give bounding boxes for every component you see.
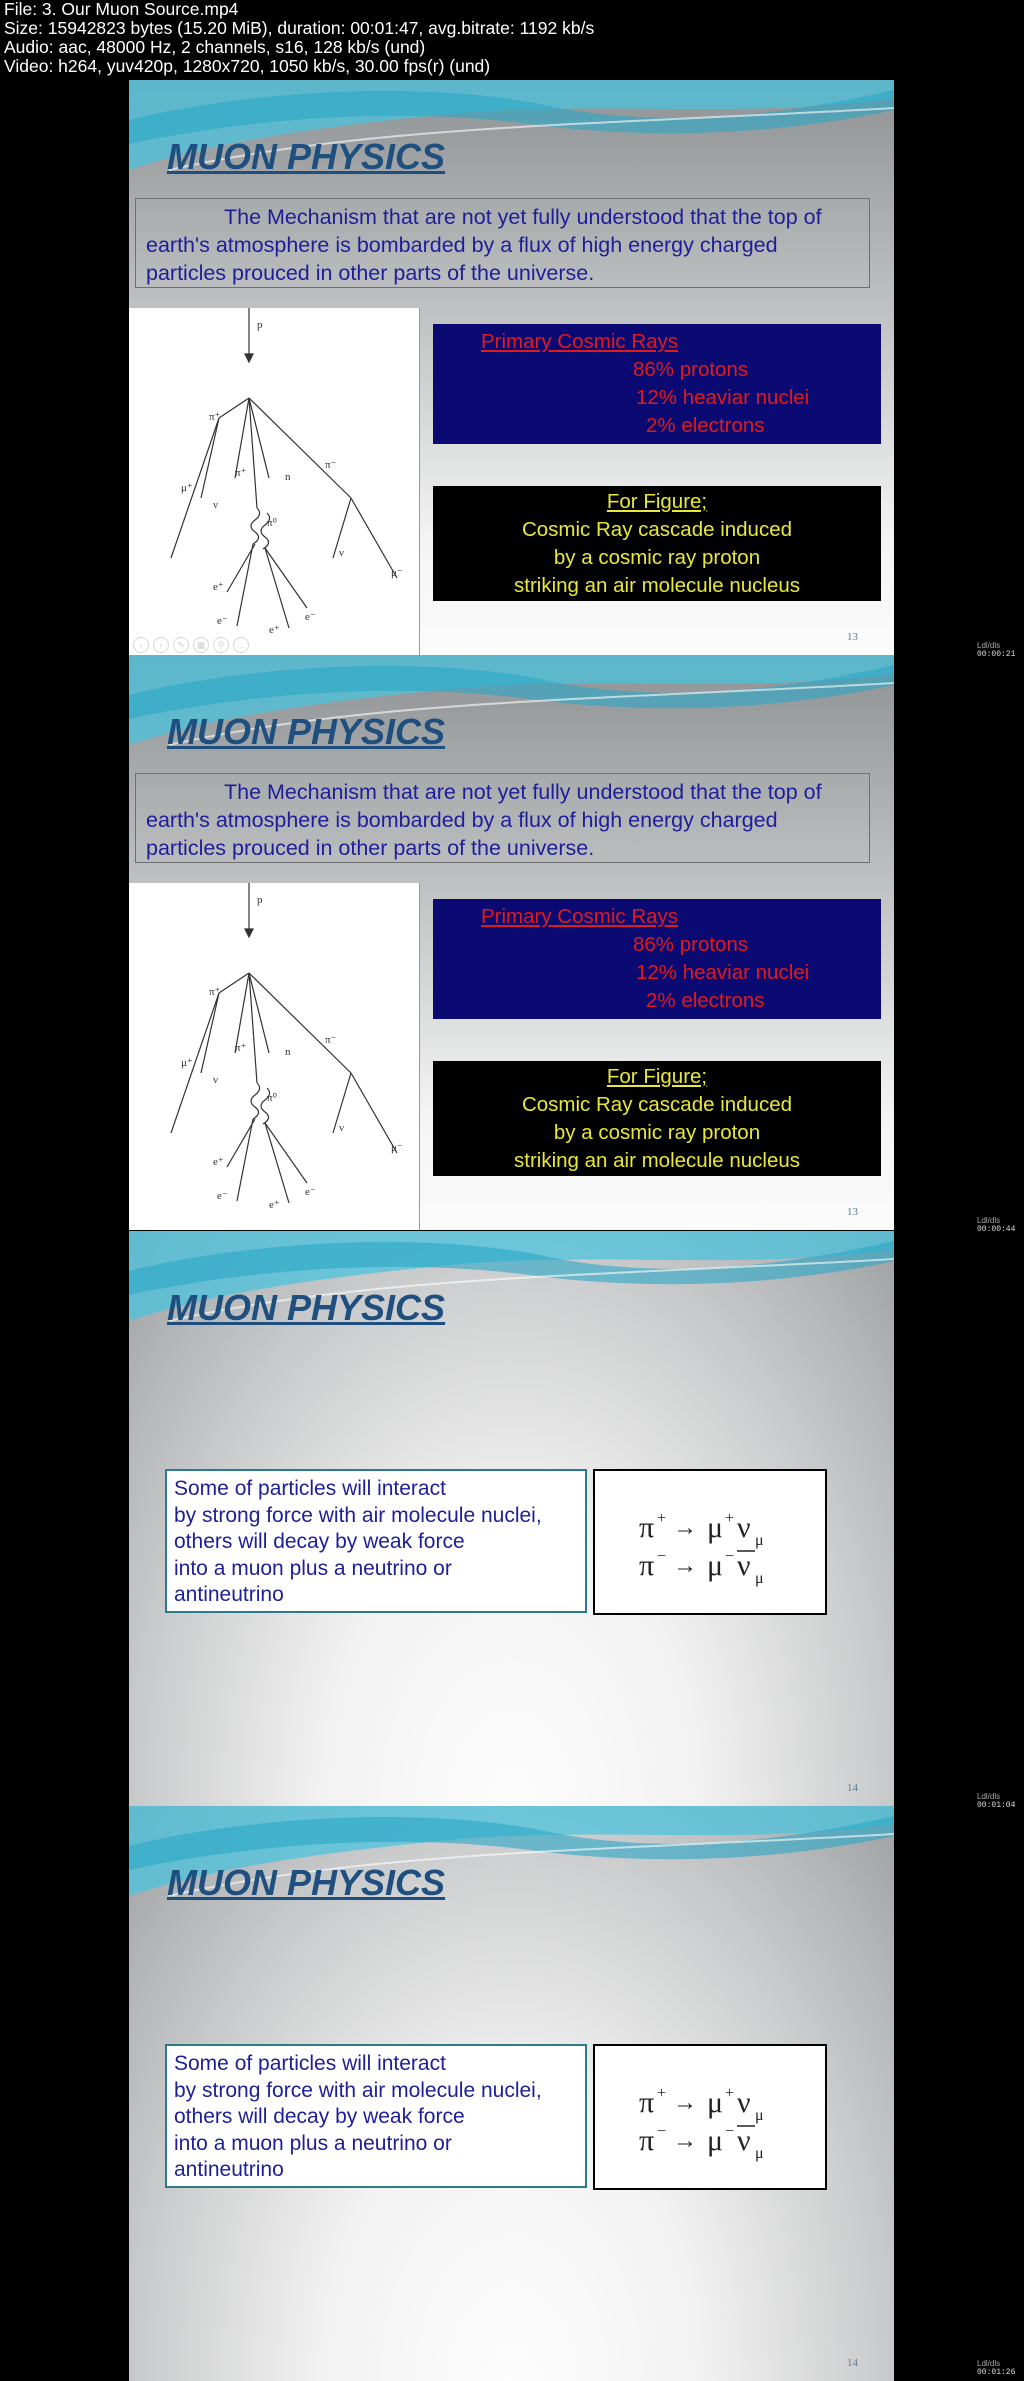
eq1-nu: ν <box>737 2086 751 2119</box>
rays-nuclei: 12% heaviar nuclei <box>636 961 810 984</box>
eq1-mu: μ <box>707 2086 724 2119</box>
slide-title: MUON PHYSICS <box>167 711 446 752</box>
label-mu-minus: μ⁻ <box>391 1142 403 1154</box>
label-p: p <box>257 319 263 331</box>
eq1-pi: π <box>639 1511 655 1544</box>
timestamp-3 <box>977 1793 1023 1811</box>
label-e-minus-2: e⁻ <box>305 611 316 623</box>
equation-line-1 <box>639 2085 764 2124</box>
particles-line-1: Some of particles will interact <box>174 1477 446 1500</box>
eq1-nu: ν <box>737 1511 751 1544</box>
particles-line-2: by strong force with air molecule nuclei, <box>174 2078 542 2102</box>
label-p: p <box>257 894 263 906</box>
timestamp-logo: Ldl/dls <box>977 2359 1001 2368</box>
timestamp-logo: Ldl/dls <box>977 1216 1001 1225</box>
eq1-mu-sup: + <box>725 2085 735 2102</box>
figure-line-1: Cosmic Ray cascade induced <box>521 518 793 541</box>
label-pi-plus-2: π⁺ <box>235 1042 247 1054</box>
label-pi-minus: π⁻ <box>325 459 337 471</box>
figure-heading: For Figure; <box>606 490 708 513</box>
rays-electrons: 2% electrons <box>646 414 765 437</box>
audio-line: Audio: aac, 48000 Hz, 2 channels, s16, 128 kb/s (und) <box>4 37 426 57</box>
particles-line-5: antineutrino <box>174 1583 284 1606</box>
figure-line-2: by a cosmic ray proton <box>553 546 761 569</box>
label-pi-zero: π⁰ <box>267 517 277 529</box>
rays-nuclei: 12% heaviar nuclei <box>636 386 810 409</box>
figure-caption-box <box>433 486 881 601</box>
eq1-mu-sup: + <box>725 1510 735 1527</box>
particles-line-4: into a muon plus a neutrino or <box>174 2131 452 2155</box>
rays-electrons: 2% electrons <box>646 989 765 1012</box>
slide-title: MUON PHYSICS <box>167 136 446 177</box>
label-nu-2: ν <box>339 1122 344 1134</box>
label-mu-plus: μ⁺ <box>181 482 193 494</box>
video-frame-4 <box>129 1806 894 2381</box>
eq1-pi-sup: + <box>657 1510 667 1527</box>
eq2-nu-sub: μ <box>755 1570 764 1587</box>
eq1-nu-sub: μ <box>755 1532 764 1549</box>
label-nu-2: ν <box>339 547 344 559</box>
more-icon[interactable]: … <box>233 637 249 653</box>
eq1-arrow: → <box>673 2090 697 2116</box>
figure-heading: For Figure; <box>606 1065 708 1088</box>
figure-line-1: Cosmic Ray cascade induced <box>521 1093 793 1116</box>
eq2-pi: π <box>639 2124 655 2157</box>
primary-cosmic-rays-box <box>433 324 881 444</box>
page-number: 13 <box>847 631 858 643</box>
label-n: n <box>285 471 291 483</box>
video-frame-1 <box>129 80 894 655</box>
eq2-arrow: → <box>673 1553 697 1579</box>
label-mu-minus: μ⁻ <box>391 567 403 579</box>
timestamp-1 <box>977 642 1023 660</box>
label-e-plus: e⁺ <box>213 581 224 593</box>
cascade-diagram <box>129 308 420 655</box>
eq2-pi: π <box>639 1549 655 1582</box>
eq2-mu: μ <box>707 2124 724 2157</box>
rays-protons: 86% protons <box>633 933 749 956</box>
timestamp-logo: Ldl/dls <box>977 641 1001 650</box>
page-number: 13 <box>847 1206 858 1218</box>
rays-heading: Primary Cosmic Rays <box>481 330 679 353</box>
cascade-diagram <box>129 883 420 1230</box>
intro-text: The Mechanism that are not yet fully understood that the top of earth's atmosphere is bombarded by a flux of high energy charged particles prouced in other parts of the universe. <box>135 773 870 863</box>
decay-equations-box <box>593 2044 827 2190</box>
figure-line-2: by a cosmic ray proton <box>553 1121 761 1144</box>
timestamp-time: 00:01:26 <box>977 2368 1016 2377</box>
label-e-plus-2: e⁺ <box>269 624 280 636</box>
label-e-minus: e⁻ <box>217 615 228 627</box>
timestamp-4 <box>977 2360 1023 2378</box>
primary-cosmic-rays-box <box>433 899 881 1019</box>
eq2-mu-sup: − <box>725 2123 735 2140</box>
page-number: 14 <box>847 2357 858 2369</box>
eq2-pi-sup: − <box>657 1548 667 1565</box>
label-pi-plus: π⁺ <box>209 986 221 998</box>
figure-line-3: striking an air molecule nucleus <box>514 1149 800 1172</box>
timestamp-time: 00:00:21 <box>977 650 1016 659</box>
label-e-plus-2: e⁺ <box>269 1199 280 1211</box>
eq1-pi: π <box>639 2086 655 2119</box>
eq2-nu: ν <box>737 2124 751 2157</box>
page-number: 14 <box>847 1782 858 1794</box>
eq1-mu: μ <box>707 1511 724 1544</box>
timestamp-time: 00:01:04 <box>977 1801 1016 1810</box>
label-mu-plus: μ⁺ <box>181 1057 193 1069</box>
label-nu: ν <box>213 1074 218 1086</box>
slide-title: MUON PHYSICS <box>167 1287 446 1328</box>
slide-controls <box>133 635 253 653</box>
eq2-pi-sup: − <box>657 2123 667 2140</box>
eq2-mu-sup: − <box>725 1548 735 1565</box>
video-frame-2 <box>129 655 894 1230</box>
decay-equations-box <box>593 1469 827 1615</box>
eq1-pi-sup: + <box>657 2085 667 2102</box>
size-line: Size: 15942823 bytes (15.20 MiB), duration: 00:01:47, avg.bitrate: 1192 kb/s <box>4 18 595 38</box>
label-pi-plus: π⁺ <box>209 411 221 423</box>
rays-protons: 86% protons <box>633 358 749 381</box>
particles-line-2: by strong force with air molecule nuclei, <box>174 1503 542 1527</box>
label-pi-plus-2: π⁺ <box>235 467 247 479</box>
rays-heading: Primary Cosmic Rays <box>481 905 679 928</box>
timestamp-logo: Ldl/dls <box>977 1792 1001 1801</box>
eq1-nu-sub: μ <box>755 2107 764 2124</box>
timestamp-2 <box>977 1217 1023 1235</box>
intro-text: The Mechanism that are not yet fully understood that the top of earth's atmosphere is bombarded by a flux of high energy charged particles prouced in other parts of the universe. <box>135 198 870 288</box>
equation-line-2 <box>639 2123 764 2162</box>
particles-text-box <box>165 2044 587 2188</box>
label-n: n <box>285 1046 291 1058</box>
particles-line-4: into a muon plus a neutrino or <box>174 1556 452 1580</box>
particles-line-1: Some of particles will interact <box>174 2052 446 2075</box>
video-frame-3 <box>129 1231 894 1806</box>
eq2-nu-sub: μ <box>755 2145 764 2162</box>
label-e-minus-2: e⁻ <box>305 1186 316 1198</box>
slides-icon[interactable]: ▦ <box>193 637 209 653</box>
prev-icon[interactable]: ‹ <box>133 637 149 653</box>
file-line: File: 3. Our Muon Source.mp4 <box>4 0 239 19</box>
figure-line-3: striking an air molecule nucleus <box>514 574 800 597</box>
timestamp-time: 00:00:44 <box>977 1225 1016 1234</box>
particles-line-3: others will decay by weak force <box>174 1530 465 1553</box>
particles-line-3: others will decay by weak force <box>174 2105 465 2128</box>
label-e-plus: e⁺ <box>213 1156 224 1168</box>
video-line: Video: h264, yuv420p, 1280x720, 1050 kb/s, 30.00 fps(r) (und) <box>4 56 491 76</box>
particles-text-box <box>165 1469 587 1613</box>
particles-line-5: antineutrino <box>174 2158 284 2181</box>
figure-caption-box <box>433 1061 881 1176</box>
label-pi-minus: π⁻ <box>325 1034 337 1046</box>
eq2-arrow: → <box>673 2128 697 2154</box>
zoom-icon[interactable]: ⚲ <box>213 637 229 653</box>
equation-line-1 <box>639 1510 764 1549</box>
file-info <box>4 0 594 76</box>
eq2-mu: μ <box>707 1549 724 1582</box>
equation-line-2 <box>639 1548 764 1587</box>
label-pi-zero: π⁰ <box>267 1092 277 1104</box>
label-e-minus: e⁻ <box>217 1190 228 1202</box>
pen-icon[interactable]: ✎ <box>173 637 189 653</box>
label-nu: ν <box>213 499 218 511</box>
eq1-arrow: → <box>673 1515 697 1541</box>
slide-title: MUON PHYSICS <box>167 1862 446 1903</box>
eq2-nu: ν <box>737 1549 751 1582</box>
next-icon[interactable]: › <box>153 637 169 653</box>
